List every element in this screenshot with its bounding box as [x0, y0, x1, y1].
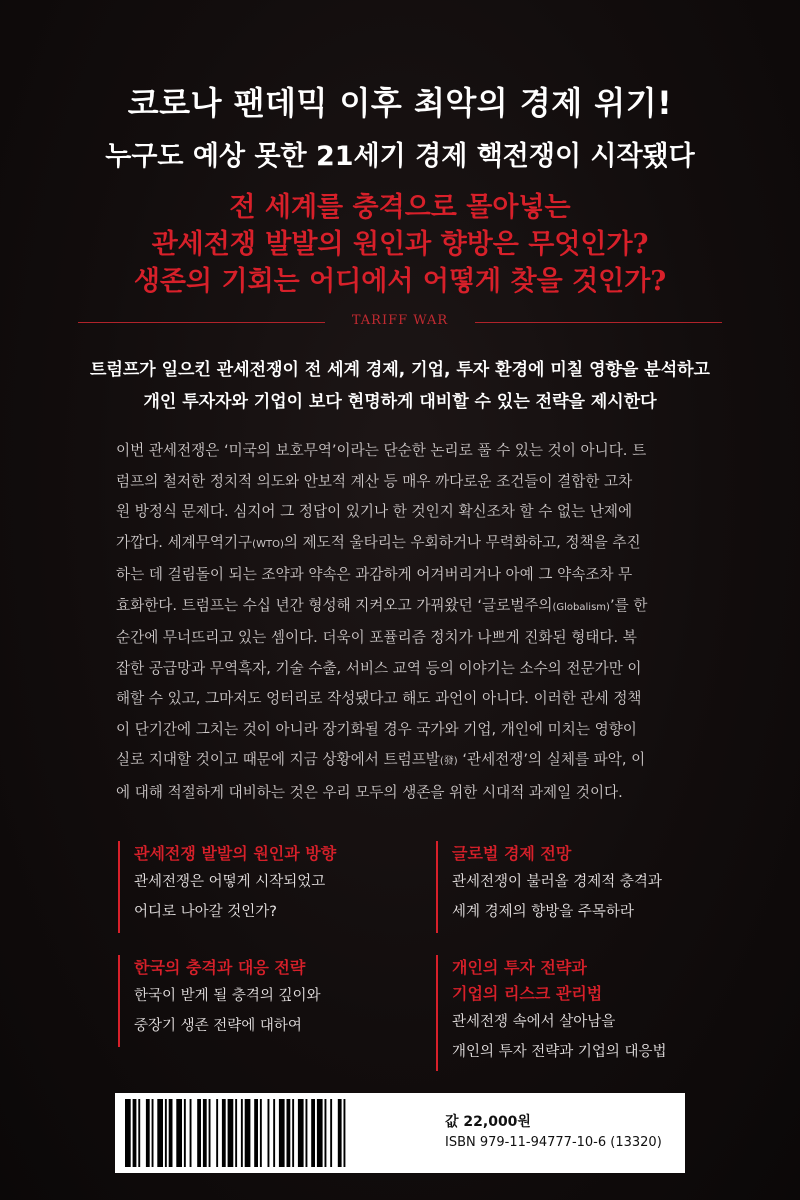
feature-description: 관세전쟁이 불러올 경제적 충격과 [452, 874, 662, 890]
feature-title: 글로벌 경제 전망 [452, 844, 572, 863]
feature-title: 한국의 충격과 대응 전략 [134, 958, 306, 977]
divider-label: TARIFF WAR [351, 313, 449, 328]
body-line [116, 591, 696, 624]
feature-description: 한국이 받게 될 충격의 깊이와 [134, 988, 321, 1004]
feature-description: 어디로 나아갈 것인가? [134, 904, 277, 920]
body-line: 에 대해 적절하게 대비하는 것은 우리 모두의 생존을 위한 시대적 과제일 것이다. [116, 783, 623, 801]
price-label: 값 22,000원 [445, 1114, 531, 1130]
barcode-bar [190, 1099, 192, 1167]
barcode-bar [287, 1099, 291, 1167]
barcode-bar [268, 1099, 270, 1167]
barcode-bar [330, 1099, 332, 1167]
feature-title: 관세전쟁 발발의 원인과 방향 [134, 844, 337, 863]
barcode-panel [115, 1093, 685, 1173]
body-line: 원 방정식 문제다. 심지어 그 정답이 있기나 한 것인지 확신조차 할 수 없는 난제에 [116, 503, 633, 520]
body-line [116, 745, 696, 778]
body-line: 이 단기간에 그치는 것이 아니라 장기화될 경우 국가와 기업, 개인에 미치는 영향이 [116, 720, 637, 738]
barcode-bar [344, 1099, 346, 1167]
barcode-bar [317, 1099, 323, 1167]
body-paragraph [116, 436, 696, 808]
barcode-bar [273, 1099, 275, 1167]
barcode-bar [325, 1099, 327, 1167]
red-question-line-3: 생존의 기회는 어디에서 어떻게 찾을 것인가? [133, 266, 667, 297]
body-text-segment: 효화한다. 트럼프는 수십 년간 형성해 지켜오고 가꿔왔던 ‘글로벌주의 [116, 596, 553, 614]
feature-title: 개인의 투자 전략과 [452, 958, 587, 977]
body-line: 해할 수 있고, 그마저도 엉터리로 작성됐다고 해도 과언이 아니다. 이러한 관세 정책 [116, 690, 642, 707]
red-question-line-2: 관세전쟁 발발의 원인과 향방은 무엇인가? [151, 229, 649, 260]
barcode-bar [245, 1099, 251, 1167]
barcode-bar [157, 1099, 163, 1167]
body-text-segment: ‘관세전쟁’의 실체를 파악, 이 [457, 751, 646, 768]
section-divider [78, 312, 722, 332]
barcode-bar [165, 1099, 167, 1167]
body-line [116, 528, 696, 561]
barcode-bar [216, 1099, 218, 1167]
body-line: 이번 관세전쟁은 ‘미국의 보호무역’이라는 단순한 논리로 풀 수 있는 것이 아니다. 트 [116, 442, 647, 459]
divider-line-right [475, 322, 722, 323]
barcode-bar [306, 1099, 308, 1167]
barcode-bar [125, 1099, 131, 1167]
barcode-bar [138, 1099, 140, 1167]
barcode-bar [311, 1099, 315, 1167]
feature-block-global-outlook [436, 841, 662, 933]
barcode-bar [260, 1099, 262, 1167]
barcode-bar [152, 1099, 154, 1167]
feature-title: 기업의 리스크 관리법 [452, 984, 603, 1003]
barcode-bar [228, 1099, 234, 1167]
feature-description: 관세전쟁 속에서 살아남을 [452, 1014, 616, 1030]
barcode-bar [176, 1099, 182, 1167]
barcode-bar [184, 1099, 186, 1167]
barcode-bar [292, 1099, 294, 1167]
barcode-bar [209, 1099, 211, 1167]
barcode-bar [241, 1099, 243, 1167]
body-line: 잡한 공급망과 무역흑자, 기술 수출, 서비스 교역 등의 이야기는 소수의 전문가만 이 [116, 659, 642, 677]
barcode-bar [298, 1099, 304, 1167]
body-text-segment: 가깝다. 세계무역기구 [116, 533, 253, 551]
barcode-bar [279, 1099, 285, 1167]
barcode [123, 1099, 423, 1167]
body-annotation-hanja: (發) [439, 756, 458, 767]
barcode-bar [203, 1099, 207, 1167]
feature-block-korea [118, 955, 321, 1047]
feature-description: 중장기 생존 전략에 대하여 [134, 1018, 302, 1034]
barcode-bar [146, 1099, 150, 1167]
headline-line-1: 코로나 팬데믹 이후 최악의 경제 위기! [127, 84, 673, 122]
headline-line-2: 누구도 예상 못한 21세기 경제 핵전쟁이 시작됐다 [105, 141, 695, 172]
barcode-bar [254, 1099, 258, 1167]
body-annotation-wto: (WTO) [252, 538, 284, 550]
body-line: 럼프의 철저한 정치적 의도와 안보적 계산 등 매우 까다로운 조건들이 결합한 고차 [116, 472, 633, 490]
body-text-segment: 실로 지대할 것이고 때문에 지금 상황에서 트럼프발 [116, 751, 440, 768]
barcode-bar [222, 1099, 226, 1167]
body-line: 하는 데 걸림돌이 되는 조약과 약속은 과감하게 어겨버리거나 아예 그 약속조차 무 [116, 566, 633, 583]
body-text-segment: ’를 한 [609, 596, 648, 614]
summary-line-1: 트럼프가 일으킨 관세전쟁이 전 세계 경제, 기업, 투자 환경에 미칠 영향을 분석하고 [90, 360, 710, 380]
barcode-bar [197, 1099, 201, 1167]
feature-description: 개인의 투자 전략과 기업의 대응법 [452, 1044, 667, 1060]
feature-block-causes [118, 841, 336, 933]
summary-line-2: 개인 투자자와 기업이 보다 현명하게 대비할 수 있는 전략을 제시한다 [143, 392, 657, 412]
isbn-label: ISBN 979-11-94777-10-6 (13320) [445, 1135, 662, 1150]
body-annotation-globalism: (Globalism) [552, 601, 610, 613]
feature-description: 세계 경제의 향방을 주목하라 [452, 904, 634, 920]
feature-block-investment [436, 955, 667, 1071]
feature-description: 관세전쟁은 어떻게 시작되었고 [134, 874, 326, 890]
barcode-bar [338, 1099, 342, 1167]
body-text-segment: 의 제도적 울타리는 우회하거나 무력화하고, 정책을 추진 [283, 533, 641, 551]
barcode-bar [169, 1099, 173, 1167]
barcode-bar [133, 1099, 137, 1167]
barcode-bar [235, 1099, 237, 1167]
red-question-line-1: 전 세계를 충격으로 몰아넣는 [229, 192, 571, 223]
body-line: 순간에 무너뜨리고 있는 셈이다. 더욱이 포퓰리즘 정치가 나쁘게 진화된 형태다. 복 [116, 629, 637, 646]
